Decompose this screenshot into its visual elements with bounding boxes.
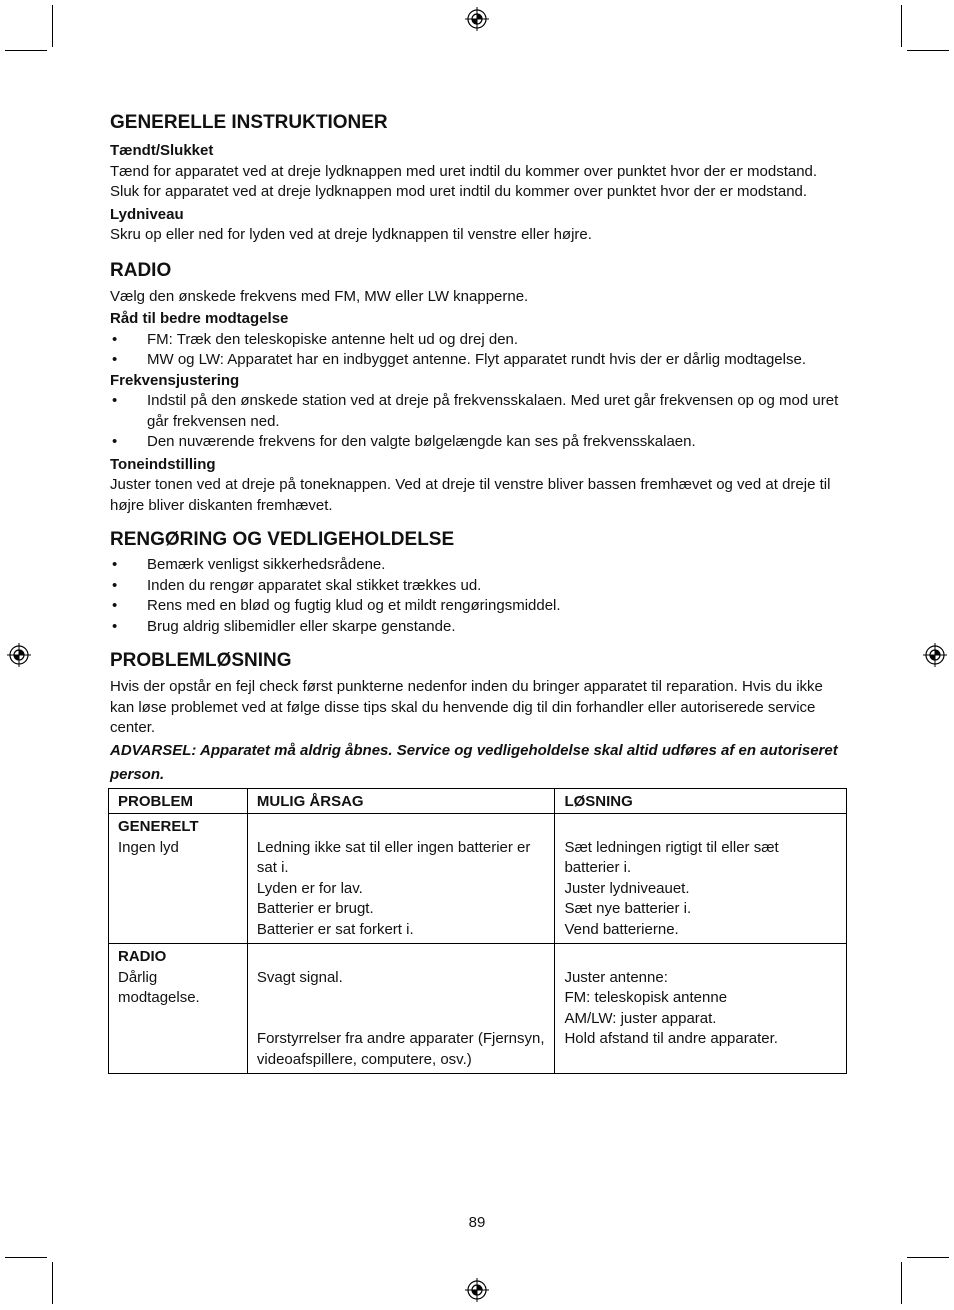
registration-mark-icon (7, 643, 31, 667)
cause-text: Ledning ikke sat til eller ingen batterier er sat i. (256, 838, 531, 876)
troubleshooting-table (108, 788, 847, 1075)
crop-mark (5, 50, 47, 51)
crop-mark (907, 1257, 949, 1258)
subheading-raad: Råd til bedre modtagelse (110, 310, 289, 327)
category-label: RADIO (118, 948, 167, 965)
cause-text: Batterier er brugt. (256, 900, 374, 917)
list-item: • Den nuværende frekvens for den valgte bølgelængde kan ses på frekvensskalaen. (110, 432, 847, 453)
problem-cell (109, 944, 248, 1074)
bullet-list (110, 391, 847, 453)
problem-text: Dårlig modtagelse. (118, 968, 200, 1006)
cause-cell (247, 944, 555, 1074)
crop-mark (901, 1262, 902, 1304)
solution-text: AM/LW: juster apparat. (564, 1009, 717, 1027)
cause-text: Batterier er sat forkert i. (256, 920, 414, 938)
problem-cell (109, 814, 248, 944)
registration-mark-icon (465, 1278, 489, 1302)
solution-text: FM: teleskopisk antenne (564, 989, 728, 1006)
bullet-icon: • (112, 576, 118, 594)
solution-text: Sæt nye batterier i. (564, 900, 692, 917)
subheading-frekvens: Frekvensjustering (110, 371, 240, 389)
paragraph: Vælg den ønskede frekvens med FM, MW eller LW knapperne. (110, 287, 529, 305)
paragraph: Hvis der opstår en fejl check først punkterne nedenfor inden du bringer apparatet til reparation. Hvis du ikke kan løse problemet ved at følge disse tips skal du henvende dig til din forhandler eller autoriserede service center. (110, 678, 823, 736)
section-title-radio: RADIO (110, 259, 172, 281)
bullet-list (110, 555, 847, 637)
bullet-icon: • (112, 330, 118, 348)
problem-text: Ingen lyd (118, 838, 179, 856)
paragraph: Sluk for apparatet ved at dreje lydknappen mod uret indtil du kommer over punktet hvor der er modstand. (110, 183, 808, 200)
crop-mark (901, 5, 902, 47)
bullet-icon: • (112, 617, 118, 635)
crop-mark (5, 1257, 47, 1258)
solution-text: Vend batterierne. (564, 920, 679, 938)
page-number: 89 (468, 1214, 486, 1231)
paragraph: Tænd for apparatet ved at dreje lydknappen med uret indtil du kommer over punktet hvor der er modstand. (110, 162, 818, 180)
column-header: LØSNING (555, 788, 847, 814)
bullet-icon: • (112, 556, 118, 573)
registration-mark-icon (465, 7, 489, 31)
paragraph: Juster tonen ved at dreje på toneknappen. Ved at dreje til venstre bliver bassen fremhævet og ved at dreje til højre bliver diskanten fremhævet. (110, 476, 831, 514)
cause-cell (247, 814, 555, 944)
registration-mark-icon (923, 643, 947, 667)
column-header: MULIG ÅRSAG (247, 788, 555, 814)
list-item: • Bemærk venligst sikkerhedsrådene. (110, 555, 847, 576)
cause-text: Svagt signal. (256, 968, 343, 986)
solution-cell (555, 944, 847, 1074)
solution-cell (555, 814, 847, 944)
cause-text: Lyden er for lav. (256, 879, 363, 897)
table-header-row (109, 788, 847, 814)
section-title-rengoring: RENGØRING OG VEDLIGEHOLDELSE (110, 529, 455, 550)
subheading-lydniveau: Lydniveau (110, 205, 184, 223)
solution-text: Hold afstand til andre apparater. (564, 1030, 778, 1047)
paragraph: Skru op eller ned for lyden ved at dreje lydknappen til venstre eller højre. (110, 226, 592, 243)
solution-text: Sæt ledningen rigtigt til eller sæt batterier i. (564, 838, 779, 876)
category-label: GENERELT (118, 818, 199, 835)
bullet-icon: • (112, 351, 118, 368)
section-title-problem: PROBLEMLØSNING (110, 650, 292, 671)
list-item: • Rens med en blød og fugtig klud og et mildt rengøringsmiddel. (110, 596, 847, 617)
bullet-icon: • (112, 433, 118, 450)
column-header: PROBLEM (109, 788, 248, 814)
table-row (109, 944, 847, 1074)
subheading-taendt: Tændt/Slukket (110, 142, 214, 159)
list-item: • Inden du rengør apparatet skal stikket trækkes ud. (110, 576, 847, 597)
list-item: • Indstil på den ønskede station ved at dreje på frekvensskalaen. Med uret går frekvensen op og mod uret går frekvensen ned. (112, 392, 839, 430)
subheading-tone: Toneindstilling (110, 455, 216, 473)
solution-text: Juster antenne: (564, 968, 668, 986)
cause-text: Forstyrrelser fra andre apparater (Fjernsyn, videoafspillere, computere, osv.) (256, 1030, 545, 1068)
bullet-list (110, 330, 847, 371)
list-item: • FM: Træk den teleskopiske antenne helt ud og drej den. (110, 330, 847, 351)
table-row (109, 814, 847, 944)
list-item: • Brug aldrig slibemidler eller skarpe genstande. (110, 617, 847, 638)
page-content (110, 110, 847, 1074)
solution-text: Juster lydniveauet. (564, 879, 690, 897)
crop-mark (52, 1262, 53, 1304)
crop-mark (907, 50, 949, 51)
crop-mark (52, 5, 53, 47)
bullet-icon: • (112, 392, 118, 409)
section-title-generelle: GENERELLE INSTRUKTIONER (110, 112, 388, 133)
warning-text: ADVARSEL: Apparatet må aldrig åbnes. Service og vedligeholdelse skal altid udføres af en autoriseret person. (110, 741, 838, 783)
list-item: • MW og LW: Apparatet har en indbygget antenne. Flyt apparatet rundt hvis der er dårlig modtagelse. (110, 350, 847, 371)
bullet-icon: • (112, 597, 118, 614)
